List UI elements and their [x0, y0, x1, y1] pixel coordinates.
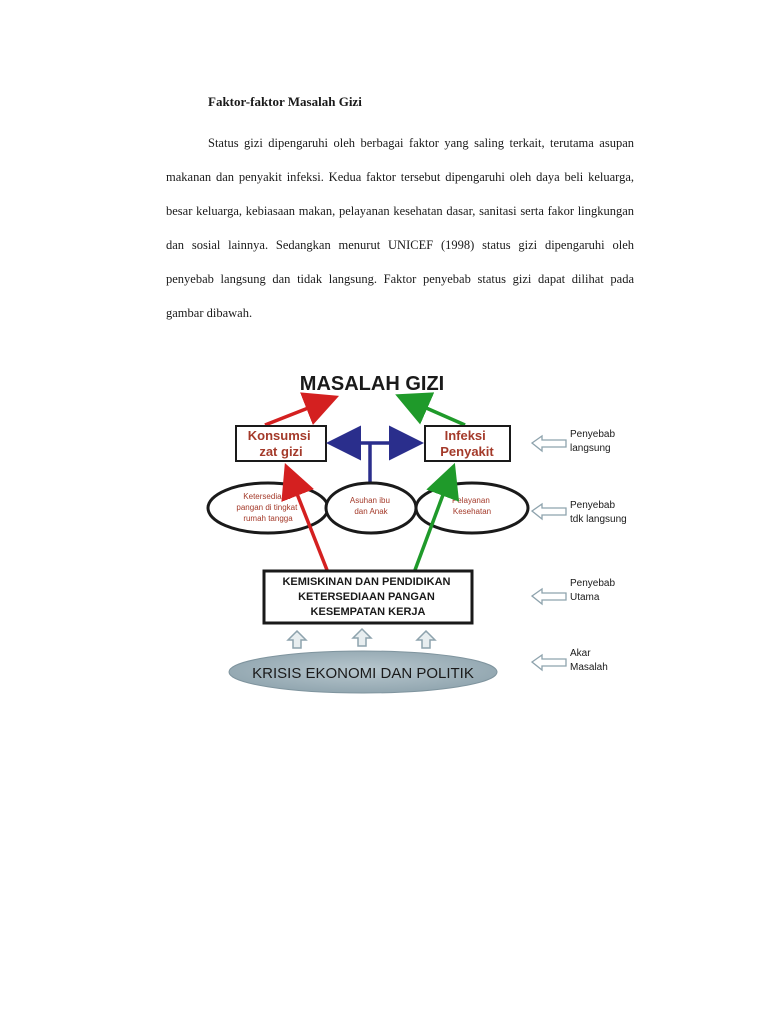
- box-infeksi-line2: Penyakit: [440, 444, 494, 459]
- svg-text:Ketersediaan pangan di tin: [236, 492, 299, 523]
- document-heading: Faktor-faktor Masalah Gizi: [208, 94, 362, 109]
- hollow-up-arrow-right: [417, 631, 435, 648]
- label-main-line1: Penyebab: [570, 578, 616, 589]
- root-ellipse-text: KRISIS EKONOMI DAN POLITIK: [252, 665, 474, 682]
- hollow-left-arrow-indirect: [532, 504, 566, 519]
- ellipse-right-line1: Pelayanan: [451, 496, 490, 505]
- svg-text:Penyebab langsung: [570, 429, 618, 454]
- svg-text:Akar Masalah: [570, 648, 608, 673]
- main-box-line3: KESEMPATAN KERJA: [310, 606, 426, 618]
- hollow-up-arrow-middle: [353, 629, 371, 646]
- label-indirect-line2: tdk langsung: [570, 514, 627, 525]
- label-root-line2: Masalah: [570, 662, 608, 673]
- svg-text:Penyebab Utama: [570, 578, 618, 603]
- document-paragraph: Status gizi dipengaruhi oleh berbagai faktor yang saling terkait, terutama asupan makanan dan penyakit infeksi. Kedua faktor tersebut dipengaruhi oleh daya beli keluarga, besar keluarga, kebiasaan makan, pelayanan kesehatan dasar, sanitasi serta fakor lingkungan dan sosial lainnya. Sedangkan menurut UNICEF (1998) status gizi dipengaruhi oleh penyebab langsung dan tidak langsung. Faktor penyebab status gizi dapat dilihat pada gambar dibawah.: [166, 136, 634, 320]
- ellipse-mid-line2: dan Anak: [354, 507, 388, 516]
- main-box-line1: KEMISKINAN DAN PENDIDIKAN: [282, 576, 451, 588]
- svg-text:Penyebab tdk langsung: [570, 500, 627, 525]
- ellipse-left-line3: rumah tangga: [243, 514, 293, 523]
- label-root-line1: Akar: [570, 648, 591, 659]
- diagram-title: MASALAH GIZI: [299, 373, 445, 395]
- hollow-left-arrow-main: [532, 589, 566, 604]
- box-infeksi-line1: Infeksi: [444, 428, 486, 443]
- red-arrow-konsumsi-to-title: [265, 401, 326, 425]
- box-konsumsi-line1: Konsumsi: [247, 428, 311, 443]
- ellipse-right-line2: Kesehatan: [452, 507, 492, 516]
- hollow-left-arrow-direct: [532, 436, 566, 451]
- main-box-line2: KETERSEDIAAN PANGAN: [298, 591, 435, 603]
- ellipse-mid-line1: Asuhan ibu: [349, 496, 390, 505]
- label-main-line2: Utama: [570, 592, 600, 603]
- label-direct-line1: Penyebab: [570, 429, 616, 440]
- hollow-up-arrow-left: [288, 631, 306, 648]
- ellipse-left-line2: pangan di tingkat: [236, 503, 298, 512]
- ellipse-left-line1: Ketersediaan: [243, 492, 291, 501]
- hollow-left-arrow-root: [532, 655, 566, 670]
- svg-text:Infeksi Penyakit: [440, 428, 494, 459]
- box-konsumsi-line2: zat gizi: [259, 444, 303, 459]
- label-indirect-line1: Penyebab: [570, 500, 616, 511]
- label-direct-line2: langsung: [570, 443, 611, 454]
- green-arrow-infeksi-to-title: [408, 400, 465, 425]
